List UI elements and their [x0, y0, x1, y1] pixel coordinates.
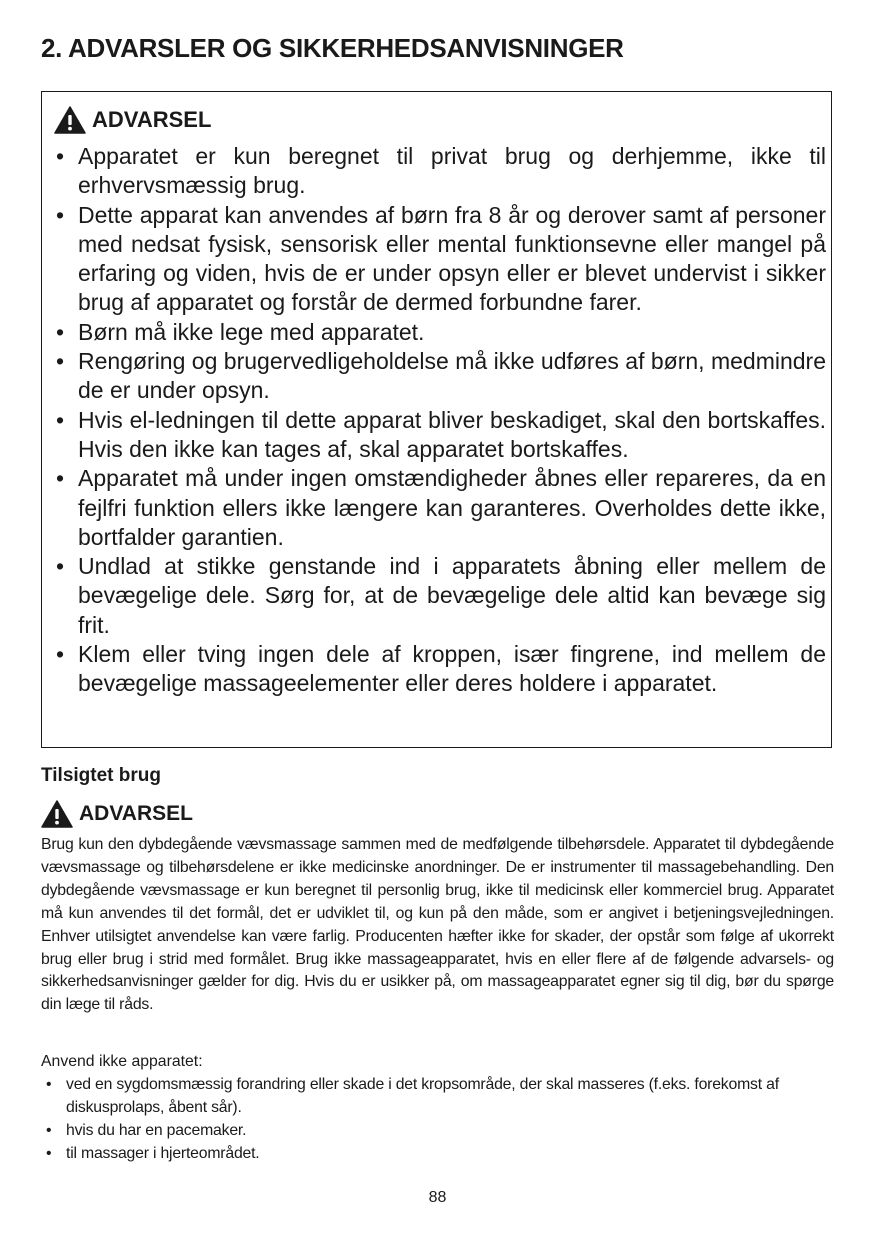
warning-triangle-icon	[41, 800, 73, 828]
warning-item: • Rengøring og brugervedligeholdelse må ikke udføres af børn, medmindre de er under opsyn.	[54, 347, 826, 406]
warning-item: • Apparatet er kun beregnet til privat brug og derhjemme, ikke til erhvervsmæssig brug.	[54, 142, 826, 201]
warning-list	[54, 142, 826, 699]
warning-item: • Børn må ikke lege med apparatet.	[54, 318, 826, 347]
warning-box-header	[54, 106, 211, 134]
intended-use-paragraph: Brug kun den dybdegående vævsmassage sammen med de medfølgende tilbehørsdele. Apparatet til dybdegående vævsmassage og tilbehørsdelene er ikke medicinske anordninger. De er instrumenter til massagebehandling. Den dybdegående vævsmassage er kun beregnet til personlig brug, ikke til medicinsk eller kommerciel brug. Apparatet må kun anvendes til det formål, det er udviklet til, og kun på den måde, som er angivet i betjeningsvejledningen. Enhver utilsigtet anvendelse kan være farlig. Producenten hæfter ikke for skader, der opstår som følge af ukorrekt brug eller brug i strid med formålet. Brug ikke massageapparatet, hvis en eller flere af de følgende advarsels- og sikkerhedsanvisninger gælder for dig. Hvis du er usikker på, om massageapparatet egner sig til dig, bør du spørge din læge til råds.	[41, 836, 834, 1014]
intended-use-warning-heading: ADVARSEL	[79, 802, 193, 825]
warning-item: • Klem eller tving ingen dele af kroppen, især fingrene, ind mellem de bevægelige massageelementer eller deres holdere i apparatet.	[54, 640, 826, 699]
warning-box-heading: ADVARSEL	[92, 107, 212, 132]
do-not-use-intro: Anvend ikke apparatet:	[41, 1053, 203, 1070]
warning-item: • Dette apparat kan anvendes af børn fra 8 år og derover samt af personer med nedsat fysisk, sensorisk eller mental funktionsevne eller mangel på erfaring og viden, hvis de er under opsyn eller er blevet undervist i sikker brug af apparatet og forstår de dermed forbundne farer.	[54, 201, 826, 318]
do-not-use-item: • til massager i hjerteområdet.	[41, 1143, 834, 1166]
intended-use-heading: Tilsigtet brug	[41, 765, 161, 786]
intended-use-warning-header	[41, 800, 193, 828]
warning-item: • Hvis el-ledningen til dette apparat bliver beskadiget, skal den bortskaffes. Hvis den ikke kan tages af, skal apparatet bortskaffes.	[54, 406, 826, 465]
page-number: 88	[428, 1189, 447, 1206]
section-title: 2. ADVARSLER OG SIKKERHEDSANVISNINGER	[41, 33, 624, 63]
warning-triangle-icon	[54, 106, 86, 134]
do-not-use-list	[41, 1074, 834, 1166]
do-not-use-item: • ved en sygdomsmæssig forandring eller skade i det kropsområde, der skal masseres (f.eks. forekomst af diskusprolaps, åbent sår).	[41, 1074, 834, 1120]
do-not-use-item: • hvis du har en pacemaker.	[41, 1120, 834, 1143]
warning-item: • Undlad at stikke genstande ind i apparatets åbning eller mellem de bevægelige dele. Sørg for, at de bevægelige dele altid kan bevæge sig frit.	[54, 552, 826, 640]
warning-item: • Apparatet må under ingen omstændigheder åbnes eller repareres, da en fejlfri funktion ellers ikke længere kan garanteres. Overholdes dette ikke, bortfalder garantien.	[54, 464, 826, 552]
warning-box	[41, 91, 832, 748]
